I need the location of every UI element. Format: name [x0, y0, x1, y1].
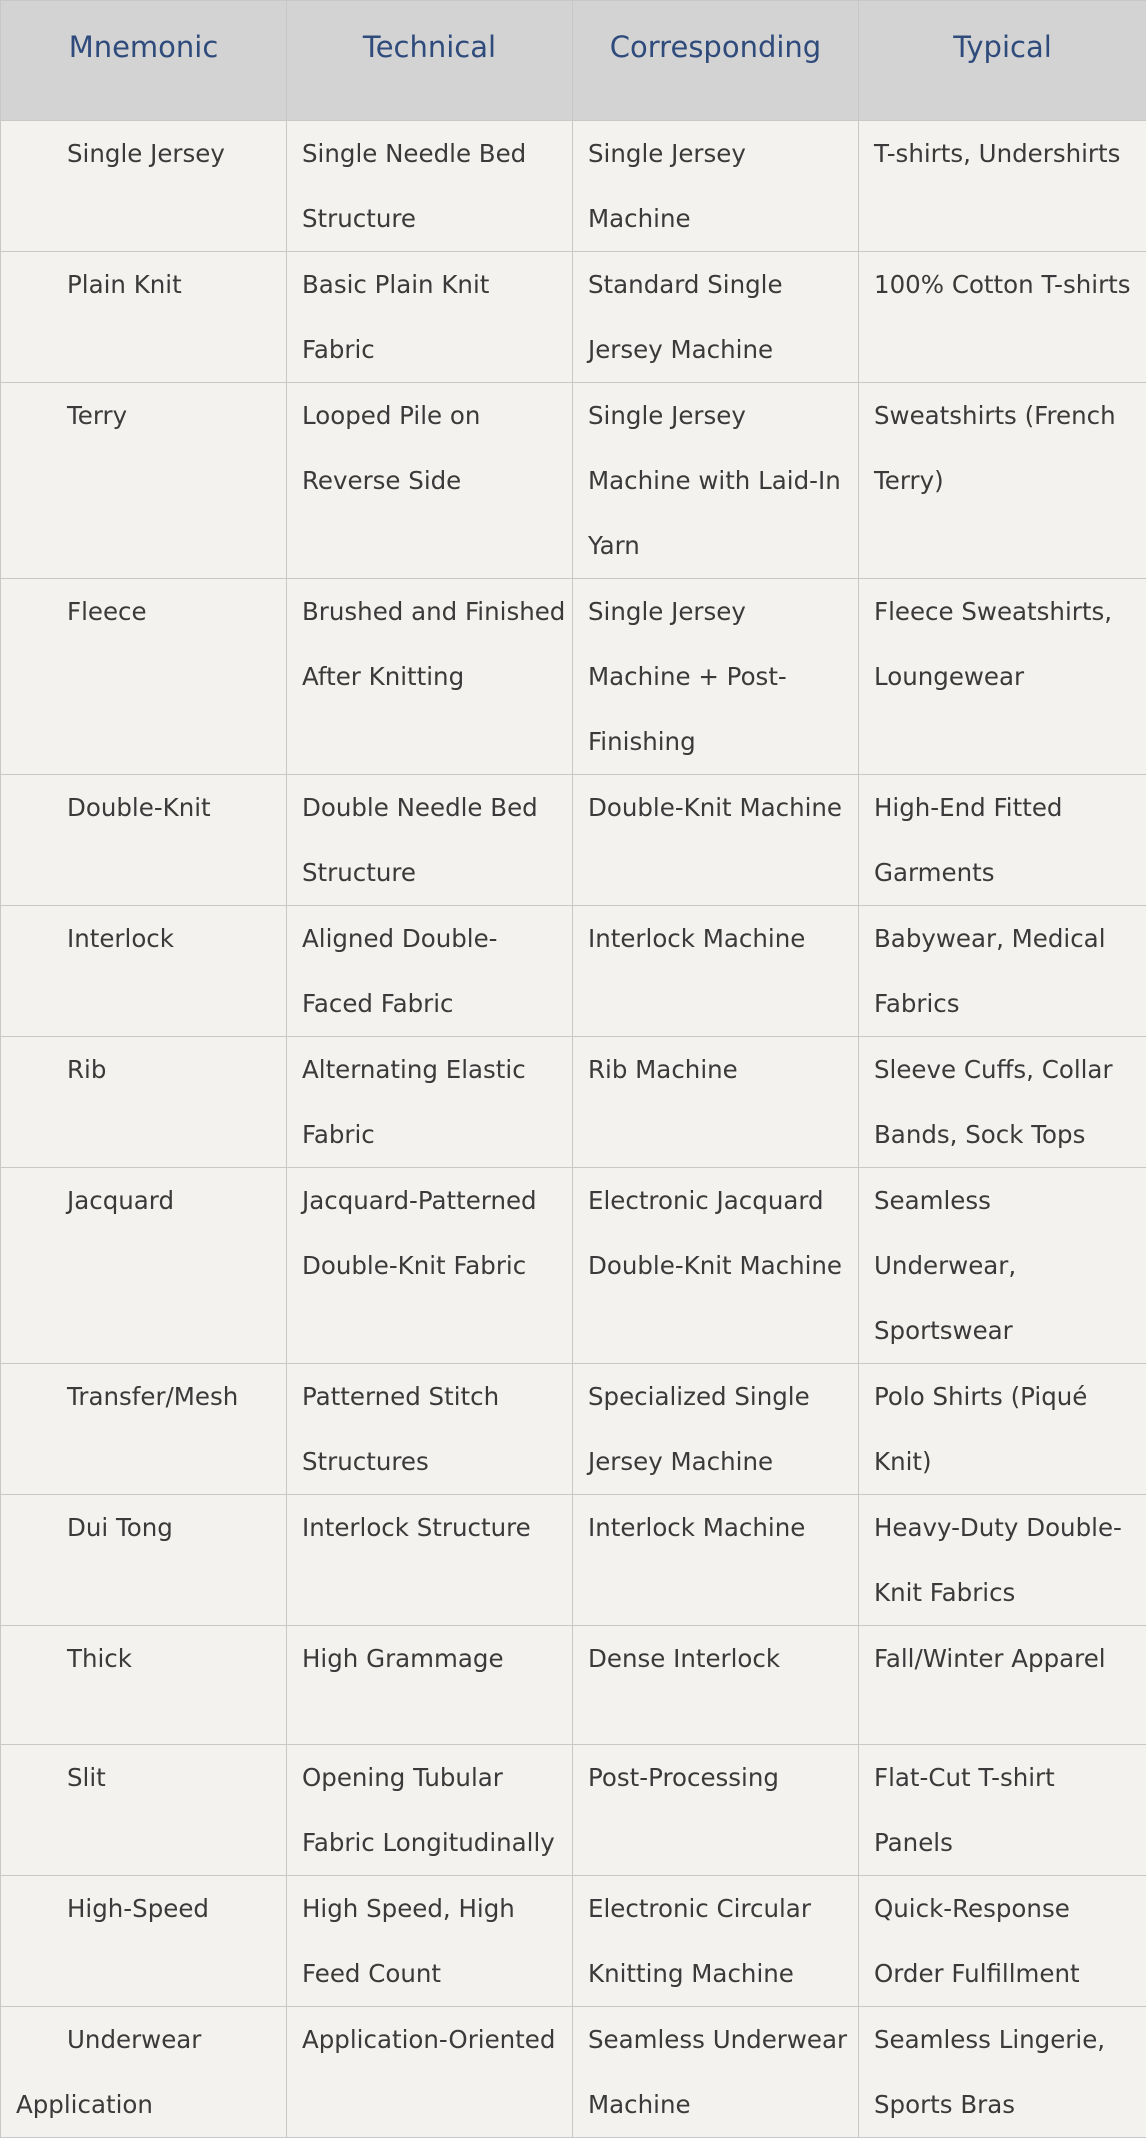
cell-typical: Seamless Underwear, Sportswear	[859, 1168, 1146, 1364]
cell-typical: 100% Cotton T-shirts	[859, 252, 1146, 383]
cell-technical: Interlock Structure	[287, 1495, 573, 1626]
cell-mnemonic: Thick	[1, 1626, 287, 1745]
header-row	[1, 1, 1146, 121]
cell-technical: Double Needle Bed Structure	[287, 775, 573, 906]
cell-corresponding: Electronic Circular Knitting Machine	[573, 1876, 859, 2007]
cell-typical: Polo Shirts (Piqué Knit)	[859, 1364, 1146, 1495]
table-row	[1, 1168, 1146, 1364]
cell-corresponding: Electronic Jacquard Double-Knit Machine	[573, 1168, 859, 1364]
cell-technical: Brushed and Finished After Knitting	[287, 579, 573, 775]
table-row	[1, 2007, 1146, 2138]
cell-mnemonic: Plain Knit	[1, 252, 287, 383]
cell-typical: T-shirts, Undershirts	[859, 121, 1146, 252]
table-row	[1, 775, 1146, 906]
cell-corresponding: Single Jersey Machine with Laid-In Yarn	[573, 383, 859, 579]
cell-typical: Babywear, Medical Fabrics	[859, 906, 1146, 1037]
cell-mnemonic: Double-Knit	[1, 775, 287, 906]
table-row	[1, 1745, 1146, 1876]
table-row	[1, 906, 1146, 1037]
cell-mnemonic: Single Jersey	[1, 121, 287, 252]
cell-technical: Opening Tubular Fabric Longitudinally	[287, 1745, 573, 1876]
header-mnemonic: Mnemonic	[1, 1, 287, 121]
cell-corresponding: Interlock Machine	[573, 906, 859, 1037]
cell-corresponding: Specialized Single Jersey Machine	[573, 1364, 859, 1495]
cell-typical: Sweatshirts (French Terry)	[859, 383, 1146, 579]
table-row	[1, 1876, 1146, 2007]
cell-corresponding: Standard Single Jersey Machine	[573, 252, 859, 383]
cell-corresponding: Post-Processing	[573, 1745, 859, 1876]
cell-mnemonic: Transfer/Mesh	[1, 1364, 287, 1495]
cell-mnemonic: Interlock	[1, 906, 287, 1037]
cell-typical: Flat-Cut T-shirt Panels	[859, 1745, 1146, 1876]
cell-mnemonic: Fleece	[1, 579, 287, 775]
cell-mnemonic: Underwear Application	[1, 2007, 287, 2138]
cell-mnemonic: Dui Tong	[1, 1495, 287, 1626]
cell-technical: Patterned Stitch Structures	[287, 1364, 573, 1495]
cell-corresponding: Seamless Underwear Machine	[573, 2007, 859, 2138]
table-row	[1, 579, 1146, 775]
header-corresponding: Corresponding	[573, 1, 859, 121]
cell-typical: Fleece Sweatshirts, Loungewear	[859, 579, 1146, 775]
cell-technical: Jacquard-Patterned Double-Knit Fabric	[287, 1168, 573, 1364]
cell-technical: Basic Plain Knit Fabric	[287, 252, 573, 383]
cell-technical: High Speed, High Feed Count	[287, 1876, 573, 2007]
cell-typical: Fall/Winter Apparel	[859, 1626, 1146, 1745]
cell-technical: Alternating Elastic Fabric	[287, 1037, 573, 1168]
table-row	[1, 1626, 1146, 1745]
cell-corresponding: Double-Knit Machine	[573, 775, 859, 906]
cell-technical: Application-Oriented	[287, 2007, 573, 2138]
cell-typical: Seamless Lingerie, Sports Bras	[859, 2007, 1146, 2138]
cell-corresponding: Rib Machine	[573, 1037, 859, 1168]
table-row	[1, 1037, 1146, 1168]
table-row	[1, 121, 1146, 252]
cell-technical: Aligned Double-Faced Fabric	[287, 906, 573, 1037]
cell-typical: Heavy-Duty Double-Knit Fabrics	[859, 1495, 1146, 1626]
cell-mnemonic: Jacquard	[1, 1168, 287, 1364]
cell-technical: Looped Pile on Reverse Side	[287, 383, 573, 579]
cell-technical: Single Needle Bed Structure	[287, 121, 573, 252]
cell-typical: Quick-Response Order Fulfillment	[859, 1876, 1146, 2007]
cell-corresponding: Interlock Machine	[573, 1495, 859, 1626]
cell-corresponding: Single Jersey Machine + Post-Finishing	[573, 579, 859, 775]
header-typical: Typical	[859, 1, 1146, 121]
cell-corresponding: Dense Interlock	[573, 1626, 859, 1745]
cell-mnemonic: Terry	[1, 383, 287, 579]
cell-corresponding: Single Jersey Machine	[573, 121, 859, 252]
cell-mnemonic: High-Speed	[1, 1876, 287, 2007]
header-technical: Technical	[287, 1, 573, 121]
cell-typical: Sleeve Cuffs, Collar Bands, Sock Tops	[859, 1037, 1146, 1168]
cell-typical: High-End Fitted Garments	[859, 775, 1146, 906]
table-row	[1, 1364, 1146, 1495]
cell-mnemonic: Slit	[1, 1745, 287, 1876]
table-row	[1, 252, 1146, 383]
table-row	[1, 1495, 1146, 1626]
table-row	[1, 383, 1146, 579]
cell-technical: High Grammage	[287, 1626, 573, 1745]
cell-mnemonic: Rib	[1, 1037, 287, 1168]
